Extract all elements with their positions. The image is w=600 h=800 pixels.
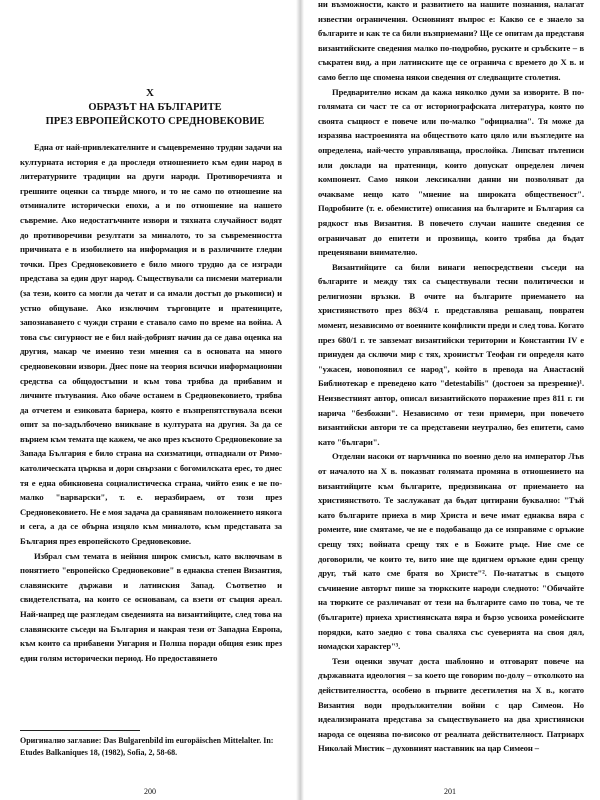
paragraph: Предварително искам да кажа няколко думи за изворите. В по-голямата си част те са от историографската литература, която по своята същност е повече или по-малко "официална". Тя може да изразява настроенията на обществото като цяло или възгледите на определена, най-често управляваща, прослойка. Липсват пътеписи или доклади на пратеници, които допускат определен личен компонент. Само някои лексикални данни ни позволяват да очакваме нещо като "мнение на широката общественост". Подробните (т. е. обемистите) описания на българите и България са рядкост във Византия. В повечето случаи нашите сведения се ограничават до епитети и прозвища, които трябва да бъдат преценявани внимателно.: [318, 86, 584, 258]
paragraph: Избрал съм темата в нейния широк смисъл, като включвам в понятието "европейско Средновековие" в еднаква степен Византия, славянските държави и латинския Запад. Съответно и свидетелствата, на които се основавам, са взети от същия ареал. Най-напред ще разгледам сведенията на византийците, след това на славянските съседи на България и накрая тези от Западна Европа, към които са прибавени Унгария и Полша поради общия език през един голям исторически период. Но предоставянето: [20, 550, 282, 663]
chapter-number: X: [146, 87, 154, 99]
paragraph: Отделни насоки от наръчника по военно дело на император Лъв от началото на Х в. показват голямата промяна в отношението на византийците към българите, предизвикана от приемането на християнството. Те заслужават да бъдат цитирани буквално: "Тъй като българите приеха в мир Христа и вече имат еднаква вяра с ромеите, ние смятаме, че не е подобаващо да се изправяме с оръжие срещу тях; войната срещу тях е в Божите ръце. Ние сме се договорили, че които те, вито ние ще вдигнем оръжие един срещу друг, тъй като сме братя во Христе"². По-нататък в същото съчинение авторът пише за тюркските народи следното: "Обичайте на тюрките се различават от тези на българите само по това, че те (българите) приеха християнската вяра и бързо усвоиха ромейските порядки, като заедно с това сваляха със суеверията на своя дял, номадски характер"³.: [318, 451, 584, 652]
chapter-title-text: ОБРАЗЪТ НА БЪЛГАРИТЕ ПРЕЗ ЕВРОПЕЙСКОТО СРЕДНОВЕКОВИЕ: [45, 102, 265, 127]
page-number: 200: [144, 787, 156, 796]
right-body-text: [318, 0, 584, 756]
left-body-text: [20, 140, 282, 665]
footnote: [20, 735, 282, 759]
paragraph: ни възможности, както и развитието на нашите познания, налагат известни ограничения. Основният въпрос е: Какво се е знаело за българите и как те са били възприемани? Ще се опитам да представя византийските сведения малко по-подробно, руските и сръбските – в съкратен вид, а при латинските ще се огранича с времето до Х в. и само бегло ще спомена някои сведения от следващите столетия.: [318, 0, 584, 82]
paragraph: Една от най-привлекателните и същевременно трудни задачи на културната история е да проследи отношението към един народ в литературните традиции на други народи. Противоречията и грешните оценки са твърде много, и то не само по отношение на отминалите исторически епохи, а и по отношение на нашето съвремие. Ако недостатъчните извори и тяхната случайност водят до противоречиви резултати за миналото, то за съвременността причината е в изобилието на информация и в различните гледни точки. През Средновековието е било много трудно да се изгради представа за един друг народ. Съществували са писмени материали (за тези, които са могли да четат и са имали достъп до ръкописи) и устно общуване. Ако изключим търговците и пратениците, запознаването с чужди страни е ставало само по време на война. А това със сигурност не е бил най-добрият начин да се дава оценка на другия, макар че именно тези мнения са в основата на много средновековни извори. Днес поне на теория всички информационни средства са общодостъпни и към това трябва да прибавим и личните пътувания. Ако обаче останем в Средновековието, трябва да отчетем и езиковата бариера, която е възпрепятствувала всеки опит за по-задълбочено вникване в културата на другия. За да се върнем към темата ще кажем, че ако през късното Средновековие за Запада България е било страна на схизматици, отпаднали от Римо-католическата църква и дори свързани с богомилската ерес, то днес тя е една обикновена социалистическа страна, чийто език е не по-малко "варварски", т. е. неразбираем, от този през Средновековието. Не е моя задача да сравнявам положението някога и сега, а да се обърна изцяло към миналото, към представата за България през европейското Средновековие.: [20, 142, 282, 547]
page-number: 201: [444, 787, 456, 796]
footnote-divider: [20, 730, 140, 731]
paragraph: Византийците са били винаги непосредствени съседи на българите и между тях са съществували тесни политически и религиозни връзки. В очите на българите приемането на християнството през 863/4 г. представлява решаващ, повратен момент, независимо от военните конфликти преди и след това. Когато през 680/1 г. те завземат византийски територии и Константин IV е принуден да сключи мир с тях, хронистът Теофан ги определя като "ужасен, новопоявил се народ", който в превода на Анастасий Библиотекар е преведено като "detestabilis" (достоен за презрение)¹. Неизвестният автор, описал византийското поражение през 811 г. ги нарича "безбожни". Независимо от тези примери, при повечето византийски автори те са представени неутрално, без епитети, само като "българи".: [318, 261, 584, 447]
paragraph: Тези оценки звучат доста шаблонно и отговарят повече на държавната идеология – за което ще говорим по-долу – отколкото на действителността, особено в първите десетилетия на Х в., когато Византия води продължителни войни с цар Симеон. Но идеализираната представа за съществуването на два християнски народа се оценява по-високо от реалната действителност. Патриарх Николай Мистик – духовният наставник на цар Симеон –: [318, 655, 584, 754]
right-page: [300, 0, 600, 800]
chapter-title: [40, 101, 270, 128]
footnote-text: Оригинално заглавие: Das Bulgarenbild im europäischen Mittelalter. In: Etudes Balkaniques 18, (1982), Sofia, 2, 58-68.: [20, 736, 274, 757]
